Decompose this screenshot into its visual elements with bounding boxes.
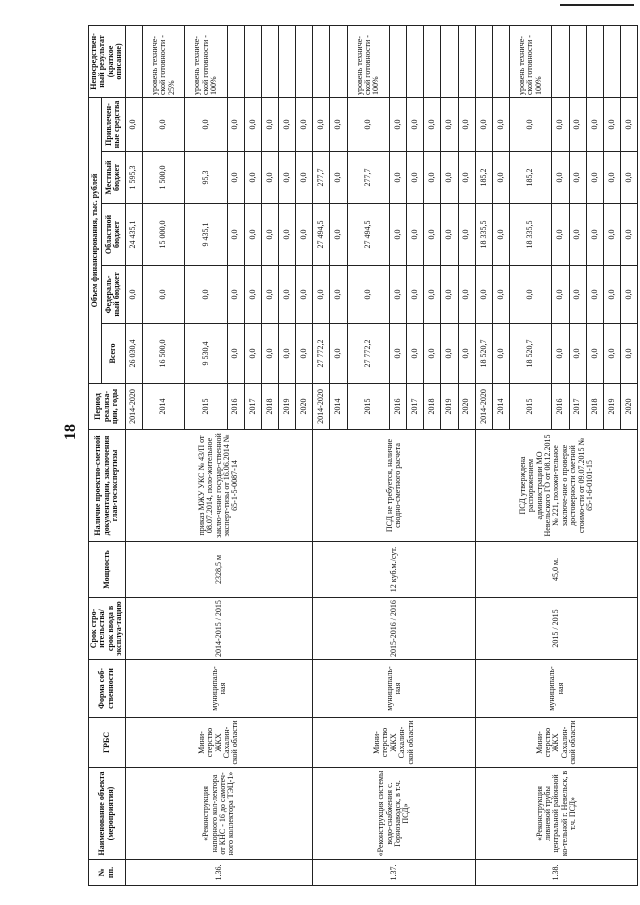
page-number: 18 — [62, 424, 79, 440]
table-row — [313, 26, 330, 886]
result-cell — [492, 26, 509, 98]
regional-cell: 27 494,5 — [347, 204, 389, 266]
object-ownership: муниципаль-ная — [125, 660, 313, 718]
period-cell: 2015 — [347, 384, 389, 430]
total-cell: 0,0 — [603, 324, 620, 384]
local-cell: 277,7 — [313, 152, 330, 204]
regional-cell: 0,0 — [407, 204, 424, 266]
result-cell — [569, 26, 586, 98]
col-result: Непосредствен-ный результат (краткое описание) — [89, 26, 126, 98]
federal-cell: 0,0 — [296, 266, 313, 324]
result-cell — [296, 26, 313, 98]
object-number: 1.36. — [125, 860, 313, 886]
col-regional: Областной бюджет — [102, 204, 125, 266]
local-cell: 0,0 — [227, 152, 244, 204]
period-cell: 2015 — [185, 384, 227, 430]
object-term: 2015-2016 / 2016 — [313, 598, 475, 660]
object-term: 2015 / 2015 — [475, 598, 638, 660]
regional-cell: 0,0 — [620, 204, 637, 266]
col-total: Всего — [102, 324, 125, 384]
total-cell: 18 520,7 — [475, 324, 492, 384]
local-cell: 0,0 — [552, 152, 569, 204]
total-cell: 18 520,7 — [509, 324, 551, 384]
local-cell: 1 500,0 — [142, 152, 184, 204]
attracted-cell: 0,0 — [313, 98, 330, 152]
attracted-cell: 0,0 — [125, 98, 142, 152]
period-cell: 2014-2020 — [313, 384, 330, 430]
period-cell: 2017 — [407, 384, 424, 430]
regional-cell: 0,0 — [389, 204, 406, 266]
attracted-cell: 0,0 — [142, 98, 184, 152]
attracted-cell: 0,0 — [424, 98, 441, 152]
regional-cell: 15 000,0 — [142, 204, 184, 266]
result-cell — [261, 26, 278, 98]
period-cell: 2018 — [261, 384, 278, 430]
attracted-cell: 0,0 — [552, 98, 569, 152]
local-cell: 0,0 — [424, 152, 441, 204]
local-cell: 0,0 — [278, 152, 295, 204]
object-term: 2014-2015 / 2015 — [125, 598, 313, 660]
object-docs: ПСД не требуется, наличие сводно-сметного расчета — [313, 430, 475, 542]
federal-cell: 0,0 — [261, 266, 278, 324]
col-docs: Наличие проектно-сметной документации, заключения глав-госэкспертизы — [89, 430, 126, 542]
local-cell: 0,0 — [620, 152, 637, 204]
result-cell — [407, 26, 424, 98]
col-grbs: ГРБС — [89, 718, 126, 768]
federal-cell: 0,0 — [620, 266, 637, 324]
local-cell: 0,0 — [458, 152, 475, 204]
period-cell: 2018 — [586, 384, 603, 430]
regional-cell: 0,0 — [278, 204, 295, 266]
federal-cell: 0,0 — [509, 266, 551, 324]
federal-cell: 0,0 — [586, 266, 603, 324]
attracted-cell: 0,0 — [603, 98, 620, 152]
regional-cell: 24 435,1 — [125, 204, 142, 266]
result-cell — [458, 26, 475, 98]
attracted-cell: 0,0 — [586, 98, 603, 152]
federal-cell: 0,0 — [227, 266, 244, 324]
regional-cell: 0,0 — [603, 204, 620, 266]
col-finance: Объем финансирования, тыс. рублей — [89, 98, 102, 384]
regional-cell: 0,0 — [330, 204, 347, 266]
result-cell — [389, 26, 406, 98]
col-attracted: Привлечен-ные средства — [102, 98, 125, 152]
federal-cell: 0,0 — [125, 266, 142, 324]
period-cell: 2018 — [424, 384, 441, 430]
local-cell: 0,0 — [586, 152, 603, 204]
regional-cell: 0,0 — [227, 204, 244, 266]
attracted-cell: 0,0 — [347, 98, 389, 152]
attracted-cell: 0,0 — [330, 98, 347, 152]
total-cell: 0,0 — [586, 324, 603, 384]
local-cell: 0,0 — [407, 152, 424, 204]
federal-cell: 0,0 — [244, 266, 261, 324]
object-name: «Реконструкция системы водо-снабжения с. Горнозаводск, в т.ч. ПСД» — [313, 768, 475, 860]
local-cell: 0,0 — [569, 152, 586, 204]
total-cell: 26 030,4 — [125, 324, 142, 384]
attracted-cell: 0,0 — [261, 98, 278, 152]
object-grbs: Мини-стерство ЖКХ Сахалин-ской области — [475, 718, 638, 768]
result-cell — [330, 26, 347, 98]
total-cell: 0,0 — [424, 324, 441, 384]
federal-cell: 0,0 — [389, 266, 406, 324]
table-row — [125, 26, 142, 886]
total-cell: 0,0 — [244, 324, 261, 384]
local-cell: 0,0 — [330, 152, 347, 204]
result-cell — [227, 26, 244, 98]
period-cell: 2017 — [244, 384, 261, 430]
col-capacity: Мощность — [89, 542, 126, 598]
local-cell: 1 595,3 — [125, 152, 142, 204]
federal-cell: 0,0 — [441, 266, 458, 324]
attracted-cell: 0,0 — [389, 98, 406, 152]
local-cell: 0,0 — [296, 152, 313, 204]
period-cell: 2019 — [441, 384, 458, 430]
object-capacity: 2328,5 м — [125, 542, 313, 598]
result-cell — [424, 26, 441, 98]
object-docs: ПСД утверждена распоряжением администрации МО Невельского ГО от 08.12.2015 № 221, положи-тельное заключе-ние о проверке достоверности сметной стоимо-сти от 09.07.2015 № 65-1-6-0101-15 — [475, 430, 638, 542]
period-cell: 2014 — [492, 384, 509, 430]
federal-cell: 0,0 — [142, 266, 184, 324]
col-term: Срок стро-ительства/ срок ввода в эксплуа-тацию — [89, 598, 126, 660]
object-name: «Реконструкция напорного кол-лектора от КНС - 16 до самотеч-ного коллектора ТЭЦ-1» — [125, 768, 313, 860]
col-local: Местный бюджет — [102, 152, 125, 204]
federal-cell: 0,0 — [492, 266, 509, 324]
regional-cell: 0,0 — [492, 204, 509, 266]
object-name: «Реконструкция ливневой трубы центральной районной ко-тельной г. Невельск, в т.ч. ПСД» — [475, 768, 638, 860]
period-cell: 2016 — [227, 384, 244, 430]
federal-cell: 0,0 — [603, 266, 620, 324]
period-cell: 2016 — [389, 384, 406, 430]
period-cell: 2020 — [296, 384, 313, 430]
period-cell: 2014-2020 — [125, 384, 142, 430]
regional-cell: 0,0 — [458, 204, 475, 266]
attracted-cell: 0,0 — [569, 98, 586, 152]
federal-cell: 0,0 — [569, 266, 586, 324]
col-name: Наименование объекта (мероприятия) — [89, 768, 126, 860]
result-cell — [552, 26, 569, 98]
local-cell: 0,0 — [244, 152, 261, 204]
total-cell: 0,0 — [227, 324, 244, 384]
rotated-table-area — [88, 26, 633, 886]
period-cell: 2015 — [509, 384, 551, 430]
total-cell: 0,0 — [458, 324, 475, 384]
period-cell: 2019 — [603, 384, 620, 430]
result-cell — [586, 26, 603, 98]
local-cell: 0,0 — [389, 152, 406, 204]
total-cell: 0,0 — [492, 324, 509, 384]
col-period: Период реализа-ции, годы — [89, 384, 126, 430]
local-cell: 185,2 — [475, 152, 492, 204]
total-cell: 0,0 — [389, 324, 406, 384]
attracted-cell: 0,0 — [278, 98, 295, 152]
regional-cell: 27 494,5 — [313, 204, 330, 266]
federal-cell: 0,0 — [424, 266, 441, 324]
col-ownership: Форма соб-ственности — [89, 660, 126, 718]
local-cell: 0,0 — [441, 152, 458, 204]
result-cell — [244, 26, 261, 98]
object-grbs: Мини-стерство ЖКХ Сахалин-ской области — [125, 718, 313, 768]
regional-cell: 18 335,5 — [475, 204, 492, 266]
regional-cell: 0,0 — [424, 204, 441, 266]
total-cell: 0,0 — [261, 324, 278, 384]
attracted-cell: 0,0 — [244, 98, 261, 152]
table-body — [125, 26, 638, 886]
total-cell: 0,0 — [296, 324, 313, 384]
result-cell — [441, 26, 458, 98]
regional-cell: 0,0 — [244, 204, 261, 266]
total-cell: 16 500,0 — [142, 324, 184, 384]
period-cell: 2020 — [458, 384, 475, 430]
result-cell: уровень техниче-ской готовности - 25% — [142, 26, 184, 98]
regional-cell: 0,0 — [586, 204, 603, 266]
federal-cell: 0,0 — [458, 266, 475, 324]
regional-cell: 0,0 — [441, 204, 458, 266]
federal-cell: 0,0 — [407, 266, 424, 324]
period-cell: 2019 — [278, 384, 295, 430]
regional-cell: 18 335,5 — [509, 204, 551, 266]
top-rule — [560, 4, 634, 6]
local-cell: 95,3 — [185, 152, 227, 204]
federal-cell: 0,0 — [475, 266, 492, 324]
period-cell: 2017 — [569, 384, 586, 430]
attracted-cell: 0,0 — [458, 98, 475, 152]
total-cell: 0,0 — [441, 324, 458, 384]
object-number: 1.38. — [475, 860, 638, 886]
federal-cell: 0,0 — [347, 266, 389, 324]
result-cell — [475, 26, 492, 98]
attracted-cell: 0,0 — [620, 98, 637, 152]
attracted-cell: 0,0 — [492, 98, 509, 152]
col-no: № пп. — [89, 860, 126, 886]
result-cell — [125, 26, 142, 98]
attracted-cell: 0,0 — [441, 98, 458, 152]
table-row — [475, 26, 492, 886]
attracted-cell: 0,0 — [475, 98, 492, 152]
total-cell: 0,0 — [552, 324, 569, 384]
local-cell: 277,7 — [347, 152, 389, 204]
attracted-cell: 0,0 — [227, 98, 244, 152]
total-cell: 27 772,2 — [313, 324, 330, 384]
federal-cell: 0,0 — [185, 266, 227, 324]
financing-table — [88, 25, 638, 886]
object-ownership: муниципаль-ная — [475, 660, 638, 718]
object-docs: приказ МЖУ УКС № 43/П от 08.07.2014, поло-жительное заклю-чение государ-ственной эксперт-тизы от 16.06.2014 № 65-1-5-0087-14 — [125, 430, 313, 542]
result-cell — [313, 26, 330, 98]
local-cell: 0,0 — [492, 152, 509, 204]
period-cell: 2020 — [620, 384, 637, 430]
regional-cell: 0,0 — [569, 204, 586, 266]
regional-cell: 9 435,1 — [185, 204, 227, 266]
period-cell: 2016 — [552, 384, 569, 430]
regional-cell: 0,0 — [552, 204, 569, 266]
regional-cell: 0,0 — [261, 204, 278, 266]
object-ownership: муниципаль-ная — [313, 660, 475, 718]
total-cell: 0,0 — [330, 324, 347, 384]
local-cell: 0,0 — [603, 152, 620, 204]
result-cell — [278, 26, 295, 98]
total-cell: 27 772,2 — [347, 324, 389, 384]
period-cell: 2014 — [330, 384, 347, 430]
local-cell: 0,0 — [261, 152, 278, 204]
period-cell: 2014 — [142, 384, 184, 430]
federal-cell: 0,0 — [278, 266, 295, 324]
federal-cell: 0,0 — [313, 266, 330, 324]
result-cell: уровень техниче-ской готовности - 100% — [185, 26, 227, 98]
attracted-cell: 0,0 — [185, 98, 227, 152]
total-cell: 0,0 — [569, 324, 586, 384]
result-cell: уровень техниче-ской готовности - 100% — [509, 26, 551, 98]
attracted-cell: 0,0 — [509, 98, 551, 152]
attracted-cell: 0,0 — [407, 98, 424, 152]
result-cell — [603, 26, 620, 98]
col-federal: Федераль-ный бюджет — [102, 266, 125, 324]
total-cell: 0,0 — [407, 324, 424, 384]
attracted-cell: 0,0 — [296, 98, 313, 152]
result-cell — [620, 26, 637, 98]
total-cell: 0,0 — [620, 324, 637, 384]
period-cell: 2014-2020 — [475, 384, 492, 430]
regional-cell: 0,0 — [296, 204, 313, 266]
local-cell: 185,2 — [509, 152, 551, 204]
federal-cell: 0,0 — [330, 266, 347, 324]
total-cell: 0,0 — [278, 324, 295, 384]
total-cell: 9 530,4 — [185, 324, 227, 384]
object-capacity: 45,0 м. — [475, 542, 638, 598]
result-cell: уровень техниче-ской готовности - 100% — [347, 26, 389, 98]
federal-cell: 0,0 — [552, 266, 569, 324]
object-number: 1.37. — [313, 860, 475, 886]
object-capacity: 12 куб.м./сут. — [313, 542, 475, 598]
object-grbs: Мини-стерство ЖКХ Сахалин-ской области — [313, 718, 475, 768]
